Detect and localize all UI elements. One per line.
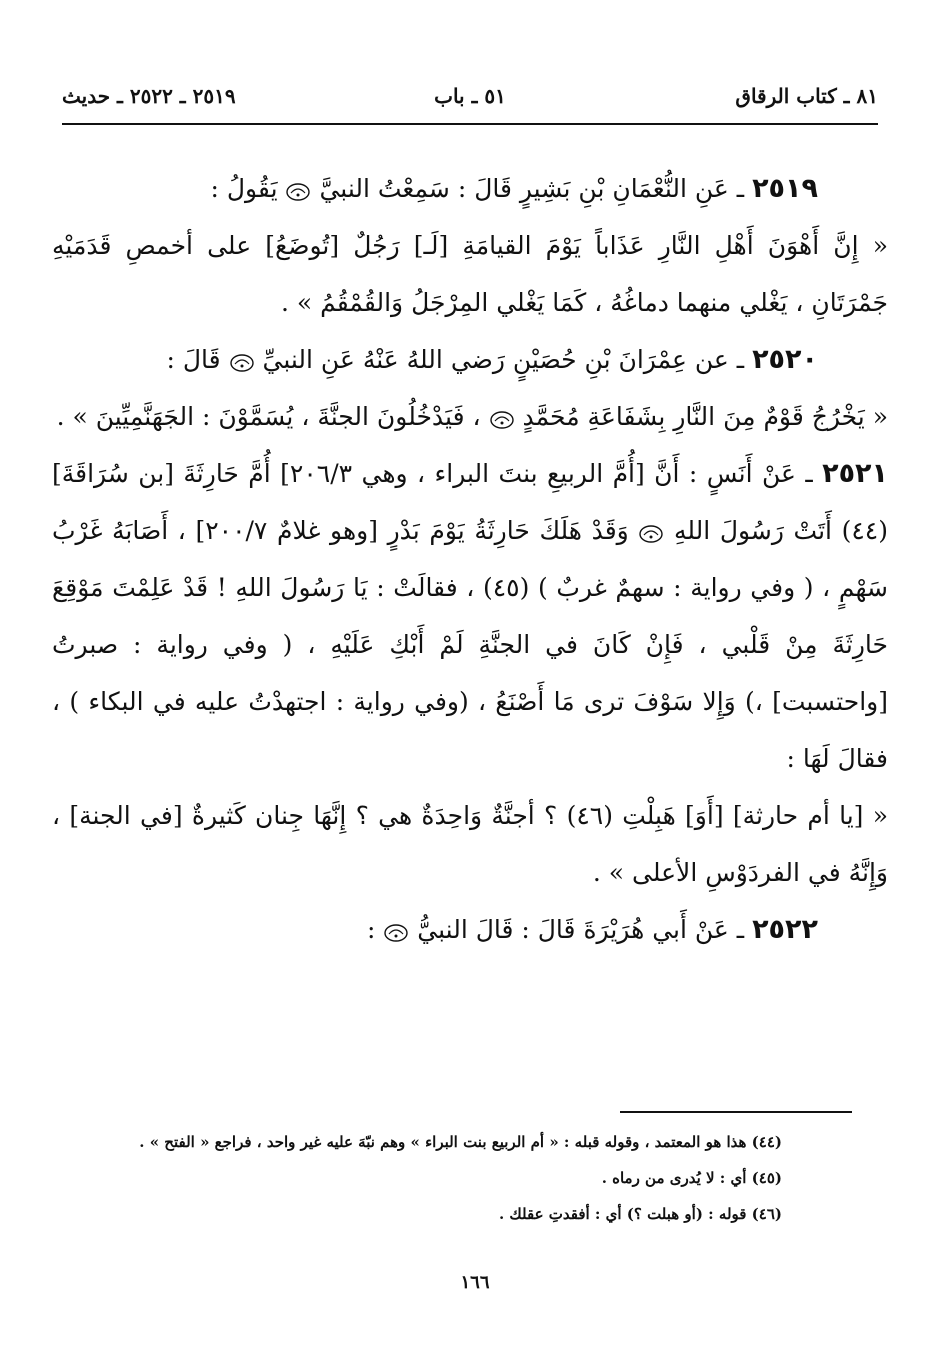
salla-allahu-alayhi-wasallam-icon bbox=[285, 179, 311, 203]
main-text bbox=[52, 160, 888, 958]
hadith-2520-isnad bbox=[52, 331, 888, 388]
salla-allahu-alayhi-wasallam-icon bbox=[489, 407, 515, 431]
header-rule bbox=[62, 123, 878, 125]
hadith-2519-isnad bbox=[52, 160, 888, 217]
hadith-number: ٢٥٢٢ bbox=[752, 914, 818, 945]
hadith-2522-isnad bbox=[52, 901, 888, 958]
footnote-44: (٤٤) هذا هو المعتمد ، وقوله قبله : « أم الربيع بنت البراء » وهم نبّهَ عليه غير واحد ، فراجع « الفتح » . bbox=[139, 1133, 782, 1151]
hadith-2521-body bbox=[52, 445, 888, 787]
isnad-text: ـ عَنْ أَبي هُرَيْرَةَ قَالَ : قَالَ النبيُّ bbox=[417, 915, 745, 944]
footnote-rule bbox=[620, 1111, 852, 1113]
isnad-text: ـ عن عِمْرَانَ بْنِ حُصَيْنٍ رَضي اللهُ عَنْهُ عَنِ النبيِّ bbox=[262, 345, 745, 374]
hadith-text-part-2: وَقَدْ هَلَكَ حَارِثَةُ يَوْمَ بَدْرٍ [وهو غلامٌ ٢٠٠/٧] ، أَصَابَهُ غَرْبُ سَهْمٍ ، ( وفي رواية : سهمٌ غربٌ ) (٤٥) ، فقالَتْ : يَا رَسُولَ اللهِ ! قَدْ عَلِمْتَ مَوْقِعَ حَارِثَةَ مِنْ قَلْبي ، فَإِنْ كَانَ في الجنَّةِ لَمْ أَبْكِ عَلَيْهِ ، ( وفي رواية : صبرتُ [واحتسبت] ،) وَإِلا سَوْفَ ترى مَا أَصْنَعُ ، (وفي رواية : اجتهدْتُ عليه في البكاء ) ، فقالَ لَهَا : bbox=[52, 516, 888, 773]
chapter-title: ٨١ ـ كتاب الرقاق bbox=[735, 84, 878, 108]
isnad-end: قَالَ : bbox=[166, 345, 221, 374]
hadith-number: ٢٥١٩ bbox=[752, 173, 818, 204]
salla-allahu-alayhi-wasallam-icon bbox=[638, 521, 664, 545]
hadith-2520-matn bbox=[52, 388, 888, 445]
hadith-text-part-1: ـ عَنْ أَنَسٍ : أَنَّ [أُمَّ الربيعِ بنتَ البراء ، وهي ٢٠٦/٣] أُمَّ حَارِثَةَ [بن سُرَاقَةَ] (٤٤) أَتَتْ رَسُولَ اللهِ bbox=[52, 459, 888, 545]
hadith-number: ٢٥٢٠ bbox=[752, 344, 818, 375]
salla-allahu-alayhi-wasallam-icon bbox=[229, 350, 255, 374]
hadith-2521-matn: « [يا أم حارثة] [أَوَ] هَبِلْتِ (٤٦) ؟ أجنَّةٌ وَاحِدَةٌ هي ؟ إِنَّهَا جِنان كَثيرةٌ [في الجنة] ، وَإِنَّهُ في الفردَوْسِ الأعلى » . bbox=[52, 801, 888, 887]
hadith-2519-matn: « إِنَّ أَهْوَنَ أَهْلِ النَّارِ عَذَاباً يَوْمَ القيامَةِ [لَـ] رَجُلٌ [تُوضَعُ] على أخمصِ قَدَمَيْهِ جَمْرَتَانِ ، يَغْلي منهما دماغُهُ ، كَمَا يَغْلي المِرْجَلُ وَالقُمْقُمُ » . bbox=[52, 231, 888, 317]
footnote-45: (٤٥) أي : لا يُدرى من رماه . bbox=[601, 1169, 782, 1187]
running-header bbox=[62, 84, 878, 124]
salla-allahu-alayhi-wasallam-icon bbox=[383, 920, 409, 944]
page-number: ١٦٦ bbox=[460, 1272, 490, 1293]
footnotes bbox=[62, 1124, 782, 1232]
isnad-text: ـ عَنِ النُّعْمَانِ بْنِ بَشِيرٍ قَالَ : سَمِعْتُ النبيَّ bbox=[319, 174, 745, 203]
hadith-range: ٢٥١٩ ـ ٢٥٢٢ ـ حديث bbox=[62, 84, 236, 108]
hadith-number: ٢٥٢١ bbox=[822, 458, 889, 489]
isnad-end: : bbox=[366, 915, 376, 944]
footnote-46: (٤٦) قوله : (أو هبلت ؟) أي : أفقدتِ عقلك . bbox=[498, 1205, 782, 1223]
matn-part-1: « يَخْرُجُ قَوْمٌ مِنَ النَّارِ بِشَفَاعَةِ مُحَمَّدٍ bbox=[522, 402, 888, 431]
section-title: ٥١ ـ باب bbox=[434, 84, 506, 108]
matn-part-2: ، فَيَدْخُلُونَ الجنَّةَ ، يُسَمَّوْنَ : الجَهَنَّمِيِّينَ » . bbox=[56, 402, 481, 431]
isnad-end: يَقُولُ : bbox=[210, 174, 278, 203]
